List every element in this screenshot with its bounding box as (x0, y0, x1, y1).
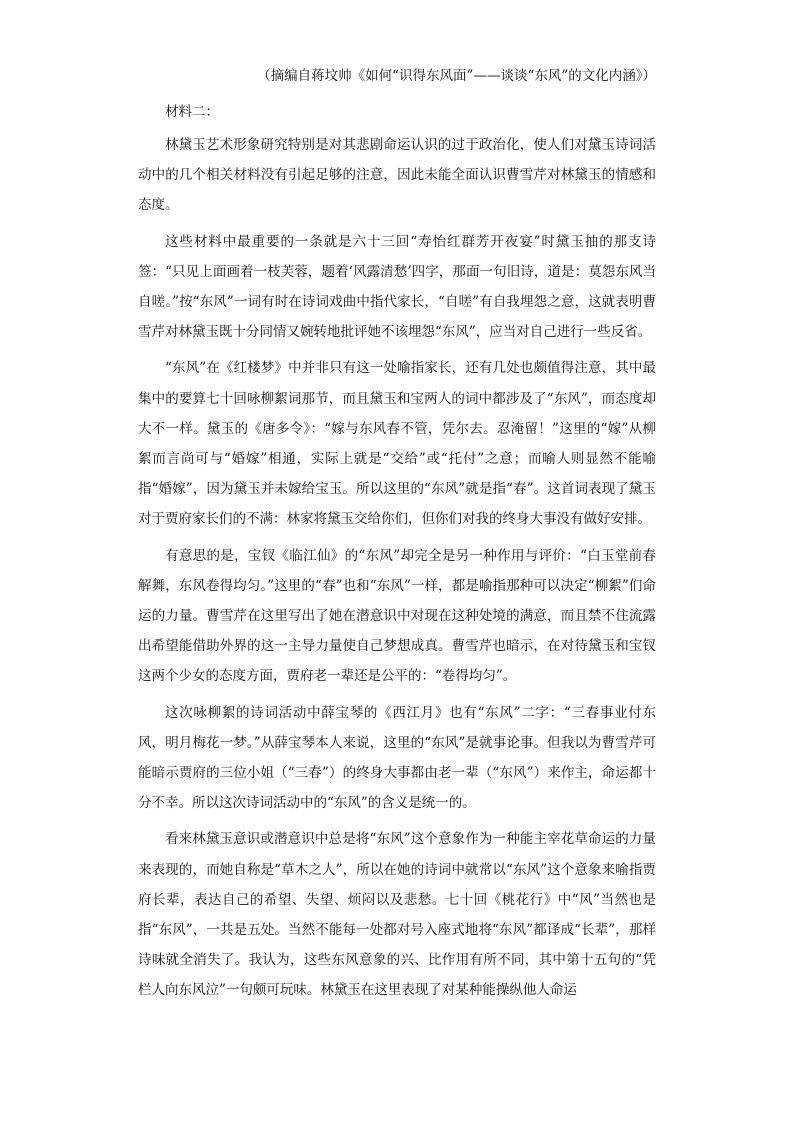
paragraph-2: 这些材料中最重要的一条就是六十三回“寿怡红群芳开夜宴”时黛玉抽的那支诗签：“只见上面画着一枝芙蓉，题着‘风露清愁’四字，那面一句旧诗，道是：莫怨东风当自嗟。”按“东风”一词有时在诗词戏曲中指代家长，“自嗟”有自我埋怨之意，这就表明曹雪芹对林黛玉既十分同情又婉转地批评她不该埋怨“东风”，应当对自己进行一些反省。 (138, 233, 656, 341)
paragraph-6: 看来林黛玉意识或潜意识中总是将“东风”这个意象作为一种能主宰花草命运的力量来表现的，而她自称是“草木之人”，所以在她的诗词中就常以“东风”这个意象来喻指贾府长辈，表达自己的希望、失望、烦闷以及悲愁。七十回《桃花行》中“风”当然也是指“东风”，一共是五处。当然不能每一处都对号入座式地将“东风”都译成“长辈”，那样诗味就全消失了。我认为，这些东风意象的兴、比作用有所不同，其中第十五句的“凭栏人向东风泣”一句颇可玩味。林黛玉在这里表现了对某种能操纵他人命运 (138, 831, 656, 999)
paragraph-5: 这次咏柳絮的诗词活动中薛宝琴的《西江月》也有“东风”二字：“三春事业付东风，明月梅花一梦。”从薛宝琴本人来说，这里的“东风”是就事论事。但我以为曹雪芹可能暗示贾府的三位小姐（“三春”）的终身大事都由老一辈（“东风”）来作主，命运都十分不幸。所以这次诗词活动中的“东风”的含义是统一的。 (138, 704, 656, 812)
source-citation: （摘编自蒋坟帅《如何“识得东风面”——谈谈“东风”的文化内涵》） (257, 68, 656, 84)
paragraph-3: “东风”在《红楼梦》中并非只有这一处喻指家长，还有几处也颇值得注意，其中最集中的要算七十回咏柳絮词那节，而且黛玉和宝两人的词中都涉及了“东风”，而态度却大不一样。黛玉的《唐多令》：“嫁与东风春不管，凭尔去。忍淹留！”这里的“嫁”从柳絮而言尚可与“婚嫁”相通，实际上就是“交给”或“托付”之意；而喻人则显然不能喻指“婚嫁”，因为黛玉并未嫁给宝玉。所以这里的“东风”就是指“春”。这首词表现了黛玉对于贾府家长们的不满：林家将黛玉交给你们，但你们对我的终身大事没有做好安排。 (138, 360, 656, 528)
paragraph-4: 有意思的是，宝钗《临江仙》的“东风”却完全是另一种作用与评价：“白玉堂前春解舞，东风卷得均匀。”这里的“春”也和“东风”一样，都是喻指那种可以决定“柳絮”们命运的力量。曹雪芹在这里写出了她在潜意识中对现在这种处境的满意，而且禁不住流露出希望能借助外界的这一主导力量使自己梦想成真。曹雪芹也暗示，在对待黛玉和宝钗这两个少女的态度方面，贾府老一辈还是公平的：“卷得均匀”。 (138, 547, 656, 685)
paragraph-1: 林黛玉艺术形象研究特别是对其悲剧命运认识的过于政治化，使人们对黛玉诗词活动中的几个相关材料没有引起足够的注意，因此未能全面认识曹雪芹对林黛玉的情感和态度。 (138, 137, 656, 214)
material-label: 材料二： (165, 104, 219, 120)
